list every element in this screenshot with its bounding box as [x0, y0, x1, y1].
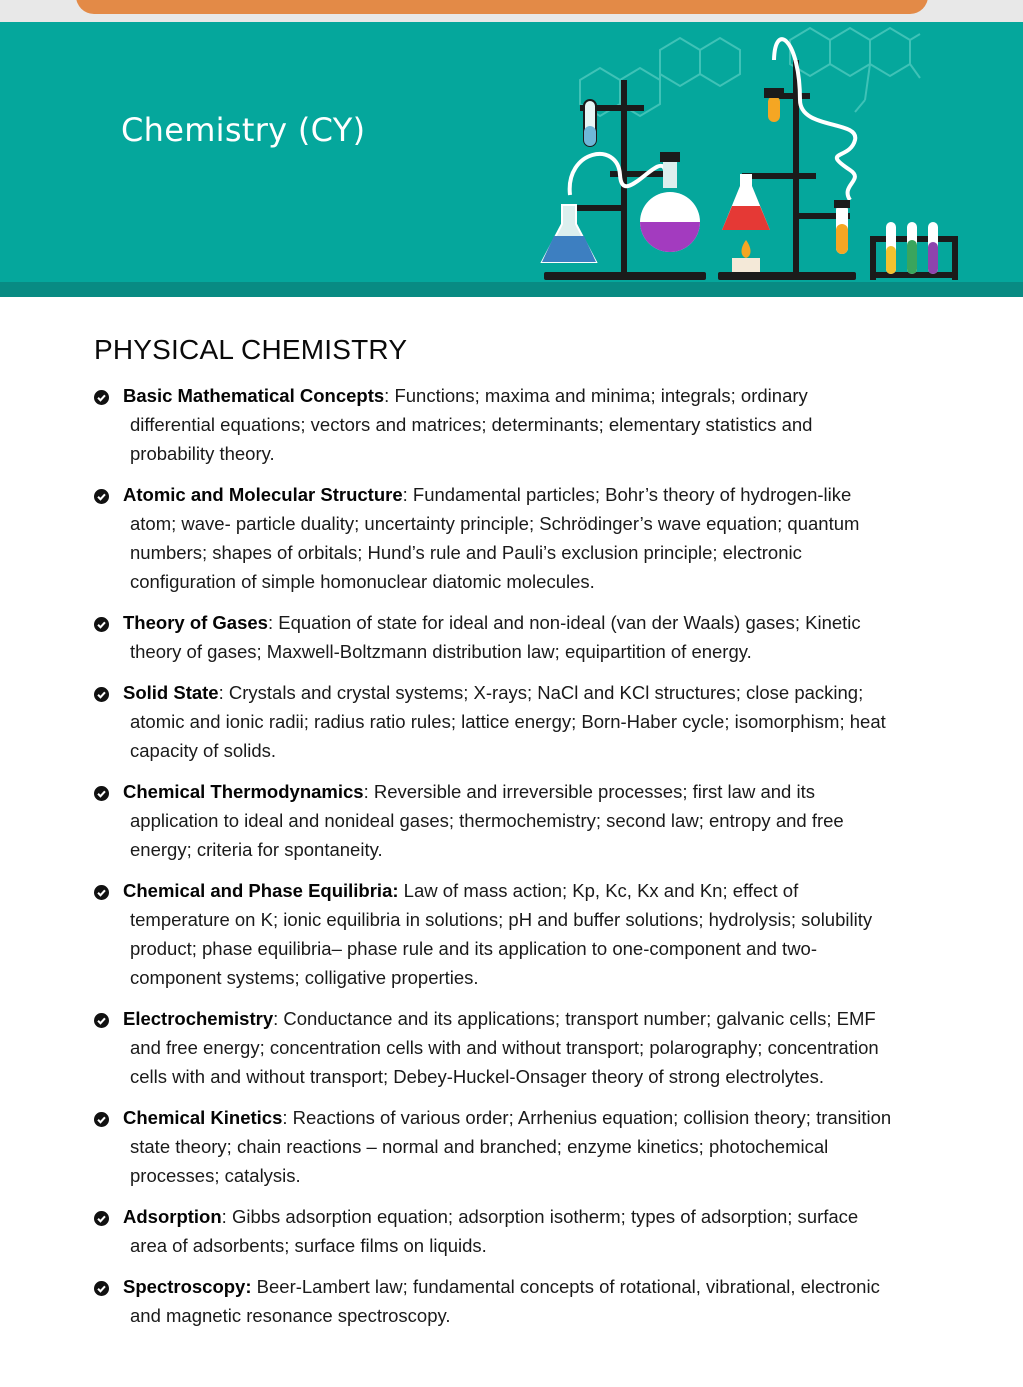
topic-separator: :	[384, 385, 395, 406]
topic-name: Chemical Kinetics	[123, 1107, 283, 1128]
list-item	[94, 381, 894, 468]
check-circle-icon	[94, 390, 109, 405]
topic-name: Electrochemistry	[123, 1008, 274, 1029]
topic-description: Reactions of various order; Arrhenius equation; collision theory; transition state theory; chain reactions – normal and branched; enzyme kinetics; photochemical processes; catalysis.	[130, 1107, 892, 1186]
topic-name: Chemical Thermodynamics	[123, 781, 364, 802]
check-circle-icon	[94, 617, 109, 632]
topic-description: Conductance and its applications; transport number; galvanic cells; EMF and free energy; concentration cells with and without transport; polarography; concentration cells with and without transport; Debey-Huckel-Onsager theory of strong electrolytes.	[130, 1008, 879, 1087]
check-circle-icon	[94, 1112, 109, 1127]
topic-description: Reversible and irreversible processes; first law and its application to ideal and nonideal gases; thermochemistry; second law; entropy and free energy; criteria for spontaneity.	[130, 781, 844, 860]
topic-name: Chemical and Phase Equilibria:	[123, 880, 399, 901]
stand-right	[742, 60, 850, 272]
topic-description: Equation of state for ideal and non-ideal (van der Waals) gases; Kinetic theory of gases; Maxwell-Boltzmann distribution law; equipartition of energy.	[130, 612, 861, 662]
test-tube-small	[584, 100, 596, 146]
lab-equipment-illustration	[520, 0, 1023, 297]
list-item	[94, 1202, 894, 1260]
topic-separator: :	[221, 1206, 232, 1227]
list-item	[94, 480, 894, 596]
round-flask-purple	[640, 152, 700, 252]
topic-description: Gibbs adsorption equation; adsorption isotherm; types of adsorption; surface area of adsorbents; surface films on liquids.	[130, 1206, 859, 1256]
page-title: Chemistry (CY)	[121, 111, 366, 149]
topic-description: Law of mass action; Kp, Kc, Kx and Kn; effect of temperature on K; ionic equilibria in solutions; pH and buffer solutions; hydrolysis; solubility product; phase equilibria– phase rule and its application to one-component and two-component systems; colligative properties.	[130, 880, 873, 988]
topic-name: Theory of Gases	[123, 612, 268, 633]
topic-separator: :	[218, 682, 229, 703]
check-circle-icon	[94, 786, 109, 801]
topic-description: Beer-Lambert law; fundamental concepts of rotational, vibrational, electronic and magnetic resonance spectroscopy.	[130, 1276, 880, 1326]
floor-base	[544, 272, 856, 280]
topic-separator: :	[402, 484, 413, 505]
topic-name: Solid State	[123, 682, 219, 703]
list-item	[94, 1004, 894, 1091]
check-circle-icon	[94, 687, 109, 702]
check-circle-icon	[94, 885, 109, 900]
topic-name: Atomic and Molecular Structure	[123, 484, 403, 505]
burner-flame	[732, 240, 760, 272]
topic-separator: :	[267, 612, 279, 633]
flask-blue	[542, 205, 596, 262]
check-circle-icon	[94, 489, 109, 504]
topic-name: Spectroscopy:	[123, 1276, 252, 1297]
test-tube-orange	[834, 200, 850, 254]
list-item	[94, 1103, 894, 1190]
topic-description: Crystals and crystal systems; X-rays; NaCl and KCl structures; close packing; atomic and ionic radii; radius ratio rules; lattice energy; Born-Haber cycle; isomorphism; heat capacity of solids.	[130, 682, 886, 761]
topic-list	[94, 381, 894, 1342]
list-item	[94, 608, 894, 666]
topic-name: Basic Mathematical Concepts	[123, 385, 385, 406]
list-item	[94, 876, 894, 992]
section-title: PHYSICAL CHEMISTRY	[94, 334, 408, 365]
flask-red	[722, 174, 770, 230]
check-circle-icon	[94, 1281, 109, 1296]
topic-separator: :	[273, 1008, 284, 1029]
topic-name: Adsorption	[123, 1206, 222, 1227]
topic-description: Fundamental particles; Bohr’s theory of hydrogen-like atom; wave- particle duality; uncertainty principle; Schrödinger’s wave equation; quantum numbers; shapes of orbitals; Hund’s rule and Pauli’s exclusion principle; electronic configuration of simple homonuclear diatomic molecules.	[130, 484, 860, 592]
topic-separator: :	[363, 781, 374, 802]
list-item	[94, 777, 894, 864]
topic-description: Functions; maxima and minima; integrals; ordinary differential equations; vectors and matrices; determinants; elementary statistics and probability theory.	[130, 385, 813, 464]
list-item	[94, 678, 894, 765]
test-tube-small-right	[764, 88, 784, 122]
molecule-outline-icon	[580, 28, 920, 116]
test-tube-rack	[870, 222, 958, 280]
topic-separator: :	[282, 1107, 293, 1128]
list-item	[94, 1272, 894, 1330]
check-circle-icon	[94, 1211, 109, 1226]
check-circle-icon	[94, 1013, 109, 1028]
